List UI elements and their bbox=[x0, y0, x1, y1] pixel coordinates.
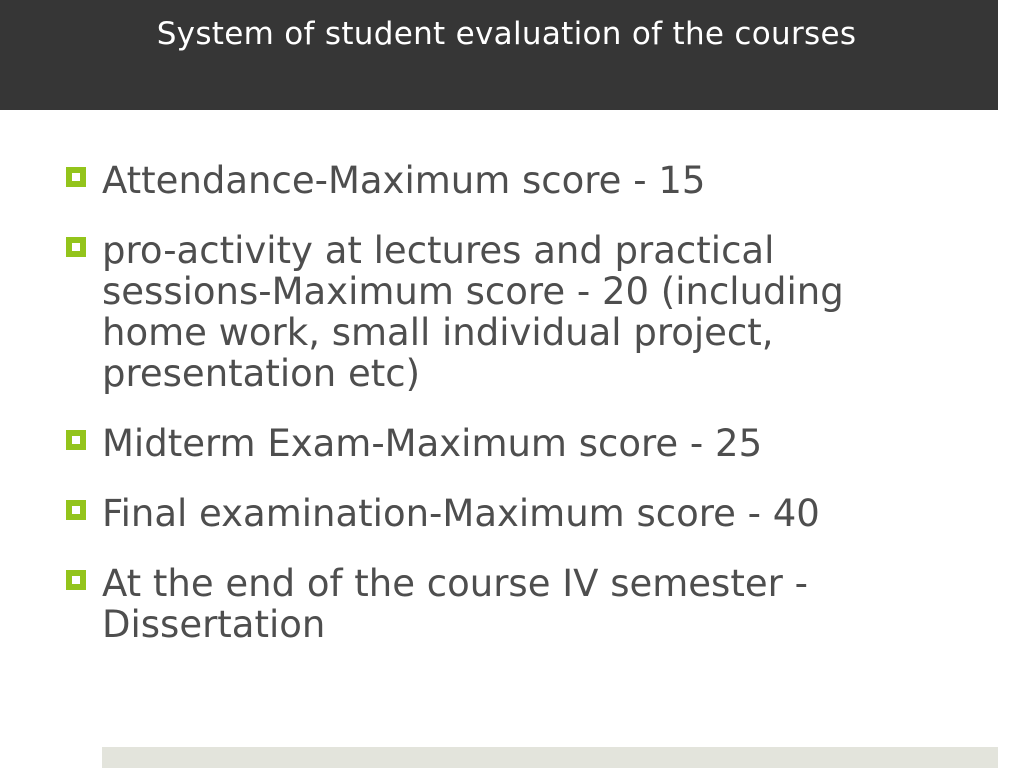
square-bullet-icon bbox=[66, 237, 86, 257]
bullet-item-midterm bbox=[62, 423, 922, 464]
square-bullet-icon bbox=[66, 167, 86, 187]
bullet-text: Midterm Exam-Maximum score - 25 bbox=[102, 422, 763, 465]
bullet-item-pro-activity bbox=[62, 230, 922, 394]
bullet-text: pro-activity at lectures and practical sessions-Maximum score - 20 (including home work, small individual project, presentation etc) bbox=[102, 229, 844, 395]
bullet-text: Attendance-Maximum score - 15 bbox=[102, 159, 706, 202]
slide-title: System of student evaluation of the courses bbox=[156, 16, 857, 52]
bullet-item-attendance bbox=[62, 160, 922, 201]
bottom-decorative-strip bbox=[102, 747, 998, 768]
bullet-item-dissertation bbox=[62, 563, 922, 645]
title-bar bbox=[0, 0, 998, 110]
bullet-text: At the end of the course IV semester - Dissertation bbox=[102, 562, 808, 646]
square-bullet-icon bbox=[66, 500, 86, 520]
bullet-item-final-exam bbox=[62, 493, 922, 534]
bullet-text: Final examination-Maximum score - 40 bbox=[102, 492, 820, 535]
square-bullet-icon bbox=[66, 430, 86, 450]
square-bullet-icon bbox=[66, 570, 86, 590]
bullet-list bbox=[62, 160, 922, 674]
